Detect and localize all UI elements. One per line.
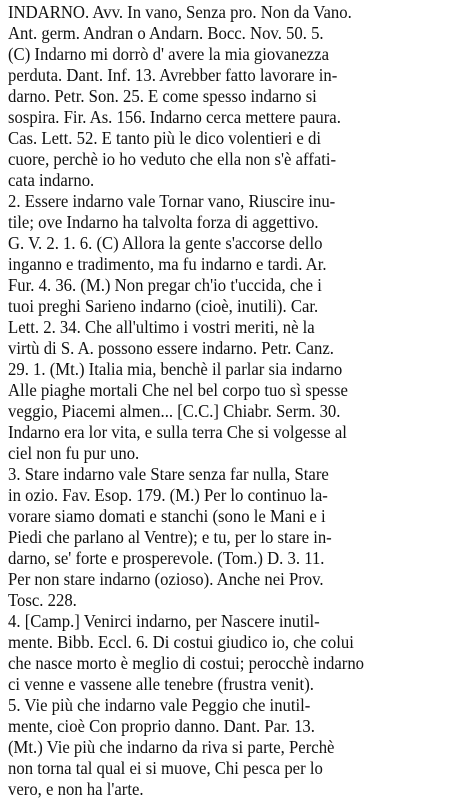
text-line: non torna tal qual ei si muove, Chi pesca per lo [8,758,323,778]
text-line: che nasce morto è meglio di costui; perocchè indarno [8,653,365,673]
text-line: sospira. Fir. As. 156. Indarno cerca mettere paura. [8,107,341,127]
text-line: Lett. 2. 34. Che all'ultimo i vostri meriti, nè la [8,317,315,337]
text-line: cuore, perchè io ho veduto che ella non s'è affati- [8,149,337,169]
text-line: (C) Indarno mi dorrò d' avere la mia giovanezza [8,44,330,64]
text-line: mente, cioè Con proprio danno. Dant. Par. 13. [8,716,315,736]
text-line: INDARNO. Avv. In vano, Senza pro. Non da Vano. [8,2,352,22]
text-line: ci venne e vassene alle tenebre (frustra venit). [8,674,314,694]
text-line: 4. [Camp.] Venirci indarno, per Nascere inutil- [8,611,320,631]
text-line: darno, se' forte e prosperevole. (Tom.) D. 3. 11. [8,548,325,568]
text-line: Tosc. 228. [8,590,77,610]
text-line: Piedi che parlano al Ventre); e tu, per lo stare in- [8,527,332,547]
text-line: 5. Vie più che indarno vale Peggio che inutil- [8,695,311,715]
text-line: tuoi preghi Sarieno indarno (cioè, inutili). Car. [8,296,319,316]
text-line: vorare siamo domati e stanchi (sono le Mani e i [8,506,326,526]
text-line: 29. 1. (Mt.) Italia mia, benchè il parlar sia indarno [8,359,343,379]
text-line: Alle piaghe mortali Che nel bel corpo tuo sì spesse [8,380,348,400]
text-line: veggio, Piacemi almen... [C.C.] Chiabr. Serm. 30. [8,401,341,421]
text-line: vero, e non ha l'arte. [8,779,144,799]
text-line: in ozio. Fav. Esop. 179. (M.) Per lo continuo la- [8,485,328,505]
text-line: tile; ove Indarno ha talvolta forza di aggettivo. [8,212,319,232]
text-line: cata indarno. [8,170,95,190]
text-line: Indarno era lor vita, e sulla terra Che si volgesse al [8,422,347,442]
text-line: 3. Stare indarno vale Stare senza far nulla, Stare [8,464,329,484]
text-line: (Mt.) Vie più che indarno da riva si parte, Perchè [8,737,335,757]
text-line: mente. Bibb. Eccl. 6. Di costui giudico io, che colui [8,632,354,652]
text-line: Per non stare indarno (ozioso). Anche nei Prov. [8,569,324,589]
text-line: 2. Essere indarno vale Tornar vano, Riuscire inu- [8,191,336,211]
text-line: virtù di S. A. possono essere indarno. Petr. Canz. [8,338,334,358]
text-line: Cas. Lett. 52. E tanto più le dico volentieri e di [8,128,321,148]
text-line: Ant. germ. Andran o Andarn. Bocc. Nov. 50. 5. [8,23,324,43]
dictionary-page [8,1,466,807]
text-line: darno. Petr. Son. 25. E come spesso indarno si [8,86,317,106]
text-line: ciel non fu pur uno. [8,443,140,463]
text-line: inganno e tradimento, ma fu indarno e tardi. Ar. [8,254,327,274]
text-line: Fur. 4. 36. (M.) Non pregar ch'io t'uccida, che i [8,275,322,295]
text-line: perduta. Dant. Inf. 13. Avrebber fatto lavorare in- [8,65,338,85]
text-line: G. V. 2. 1. 6. (C) Allora la gente s'accorse dello [8,233,323,253]
